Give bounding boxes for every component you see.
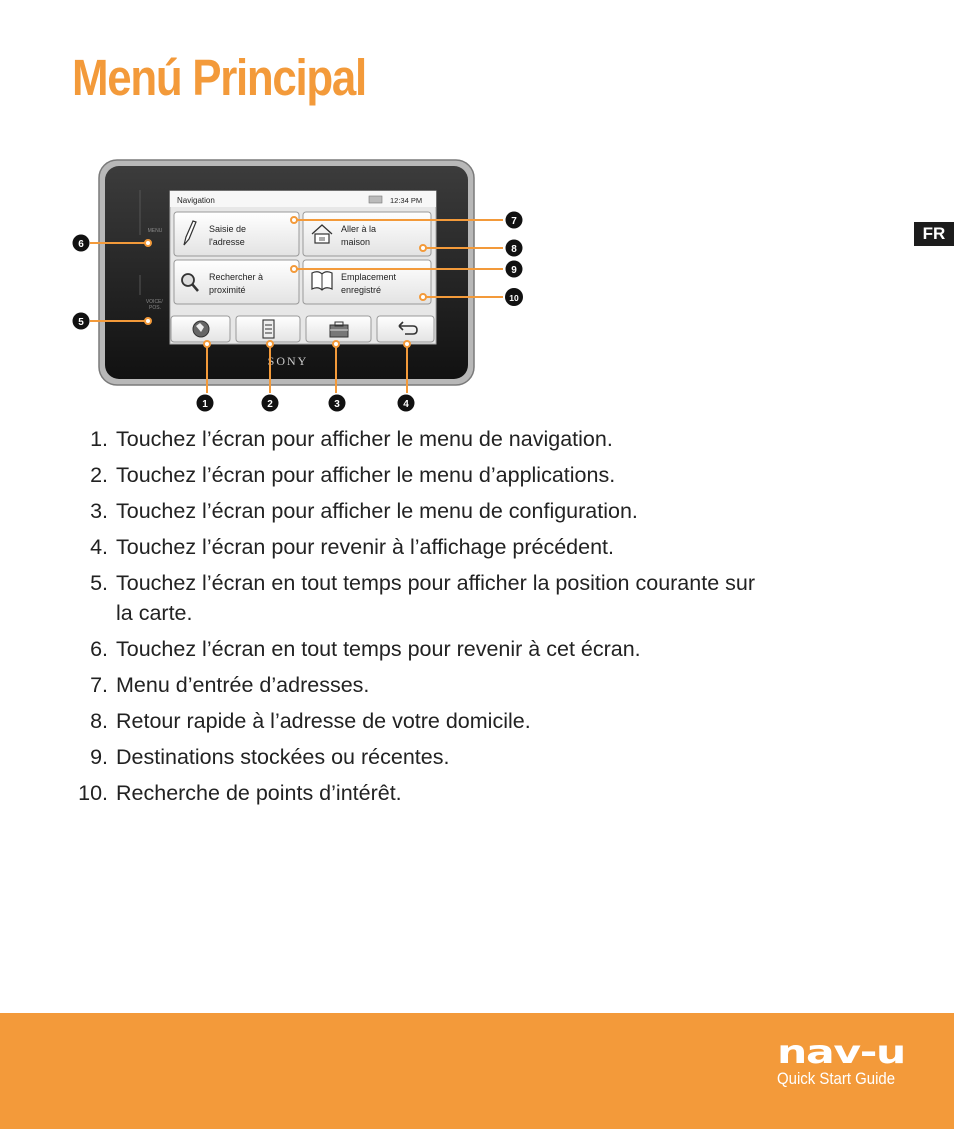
applications-menu-button[interactable] [236, 316, 300, 342]
applications-icon [263, 320, 274, 338]
list-item [72, 670, 756, 700]
item-text: Touchez l’écran pour afficher le menu de navigation. [116, 427, 613, 451]
list-item [72, 460, 756, 490]
item-text: Menu d’entrée d’adresses. [116, 673, 370, 697]
list-item [72, 532, 756, 562]
svg-text:9: 9 [511, 265, 517, 276]
nearby-button[interactable] [174, 260, 299, 304]
svg-text:5: 5 [78, 317, 84, 328]
svg-text:10: 10 [509, 293, 519, 303]
device-brand: SONY [267, 354, 309, 368]
svg-text:4: 4 [403, 399, 409, 410]
nav-u-logo [777, 1037, 905, 1067]
saved-label-line1: Emplacement [341, 272, 397, 282]
item-text: Touchez l’écran en tout temps pour afficher la position courante sur la carte. [116, 571, 755, 625]
footer-subtitle: Quick Start Guide [776, 1069, 895, 1088]
svg-text:3: 3 [334, 399, 340, 410]
saved-button[interactable] [303, 260, 431, 304]
list-item [72, 778, 756, 808]
list-item [72, 424, 756, 454]
address-label-line1: Saisie de [209, 224, 247, 234]
saved-label-line2: enregistré [341, 285, 382, 295]
callout-9 [506, 261, 523, 278]
item-number: 1. [90, 427, 108, 451]
side-menu-label: MENU [147, 228, 163, 234]
svg-text:6: 6 [78, 239, 84, 250]
book-icon [312, 272, 332, 290]
home-label-line1: Aller à la [341, 224, 377, 234]
side-voice-label-line2: POS. [149, 305, 161, 311]
item-number: 8. [90, 709, 108, 733]
item-number: 2. [90, 463, 108, 487]
footer-brand [777, 1037, 911, 1089]
item-number: 5. [90, 571, 108, 595]
item-text: Touchez l’écran pour revenir à l’affichage précédent. [116, 535, 614, 559]
item-number: 6. [90, 637, 108, 661]
screen-title: Navigation [177, 196, 215, 205]
item-text: Touchez l’écran pour afficher le menu d’applications. [116, 463, 616, 487]
item-text: Destinations stockées ou récentes. [116, 745, 450, 769]
callout-5 [73, 313, 90, 330]
language-tab: FR [914, 222, 954, 246]
item-text: Recherche de points d’intérêt. [116, 781, 402, 805]
clock: 12:34 PM [390, 196, 423, 205]
navigation-menu-button[interactable] [171, 316, 230, 342]
settings-menu-button[interactable] [306, 316, 371, 342]
item-number: 4. [90, 535, 108, 559]
list-item [72, 496, 756, 526]
back-button[interactable] [377, 316, 434, 342]
item-text: Touchez l’écran en tout temps pour revenir à cet écran. [116, 637, 641, 661]
item-number: 7. [90, 673, 108, 697]
nearby-label-line2: proximité [209, 285, 246, 295]
nearby-label-line1: Rechercher à [209, 272, 264, 282]
footer-band [0, 1013, 954, 1129]
battery-icon [369, 196, 382, 203]
item-number: 10. [78, 781, 108, 805]
home-label-line2: maison [341, 237, 371, 247]
page-title: Menú Principal [72, 49, 366, 106]
side-voice-label-line1: VOICE/ [145, 299, 163, 305]
callout-10 [505, 288, 523, 306]
list-item [72, 742, 756, 772]
item-text: Retour rapide à l’adresse de votre domicile. [116, 709, 531, 733]
callout-1 [197, 395, 214, 412]
svg-text:7: 7 [511, 216, 517, 227]
globe-icon [193, 321, 209, 337]
svg-text:2: 2 [267, 399, 273, 410]
callout-4 [398, 395, 415, 412]
instruction-list [72, 424, 756, 814]
device-illustration [60, 155, 530, 420]
svg-text:nav-u: nav-u [776, 1037, 905, 1067]
list-item [72, 706, 756, 736]
address-label-line2: l'adresse [209, 237, 245, 247]
list-item [72, 634, 756, 664]
list-item [72, 568, 756, 628]
svg-text:8: 8 [511, 244, 517, 255]
callout-2 [262, 395, 279, 412]
callout-7 [506, 212, 523, 229]
callout-3 [329, 395, 346, 412]
callout-8 [506, 240, 523, 257]
callout-6 [73, 235, 90, 252]
item-text: Touchez l’écran pour afficher le menu de configuration. [116, 499, 638, 523]
item-number: 9. [90, 745, 108, 769]
svg-text:1: 1 [202, 399, 208, 410]
home-button[interactable] [303, 212, 431, 256]
item-number: 3. [90, 499, 108, 523]
address-button[interactable] [174, 212, 299, 256]
